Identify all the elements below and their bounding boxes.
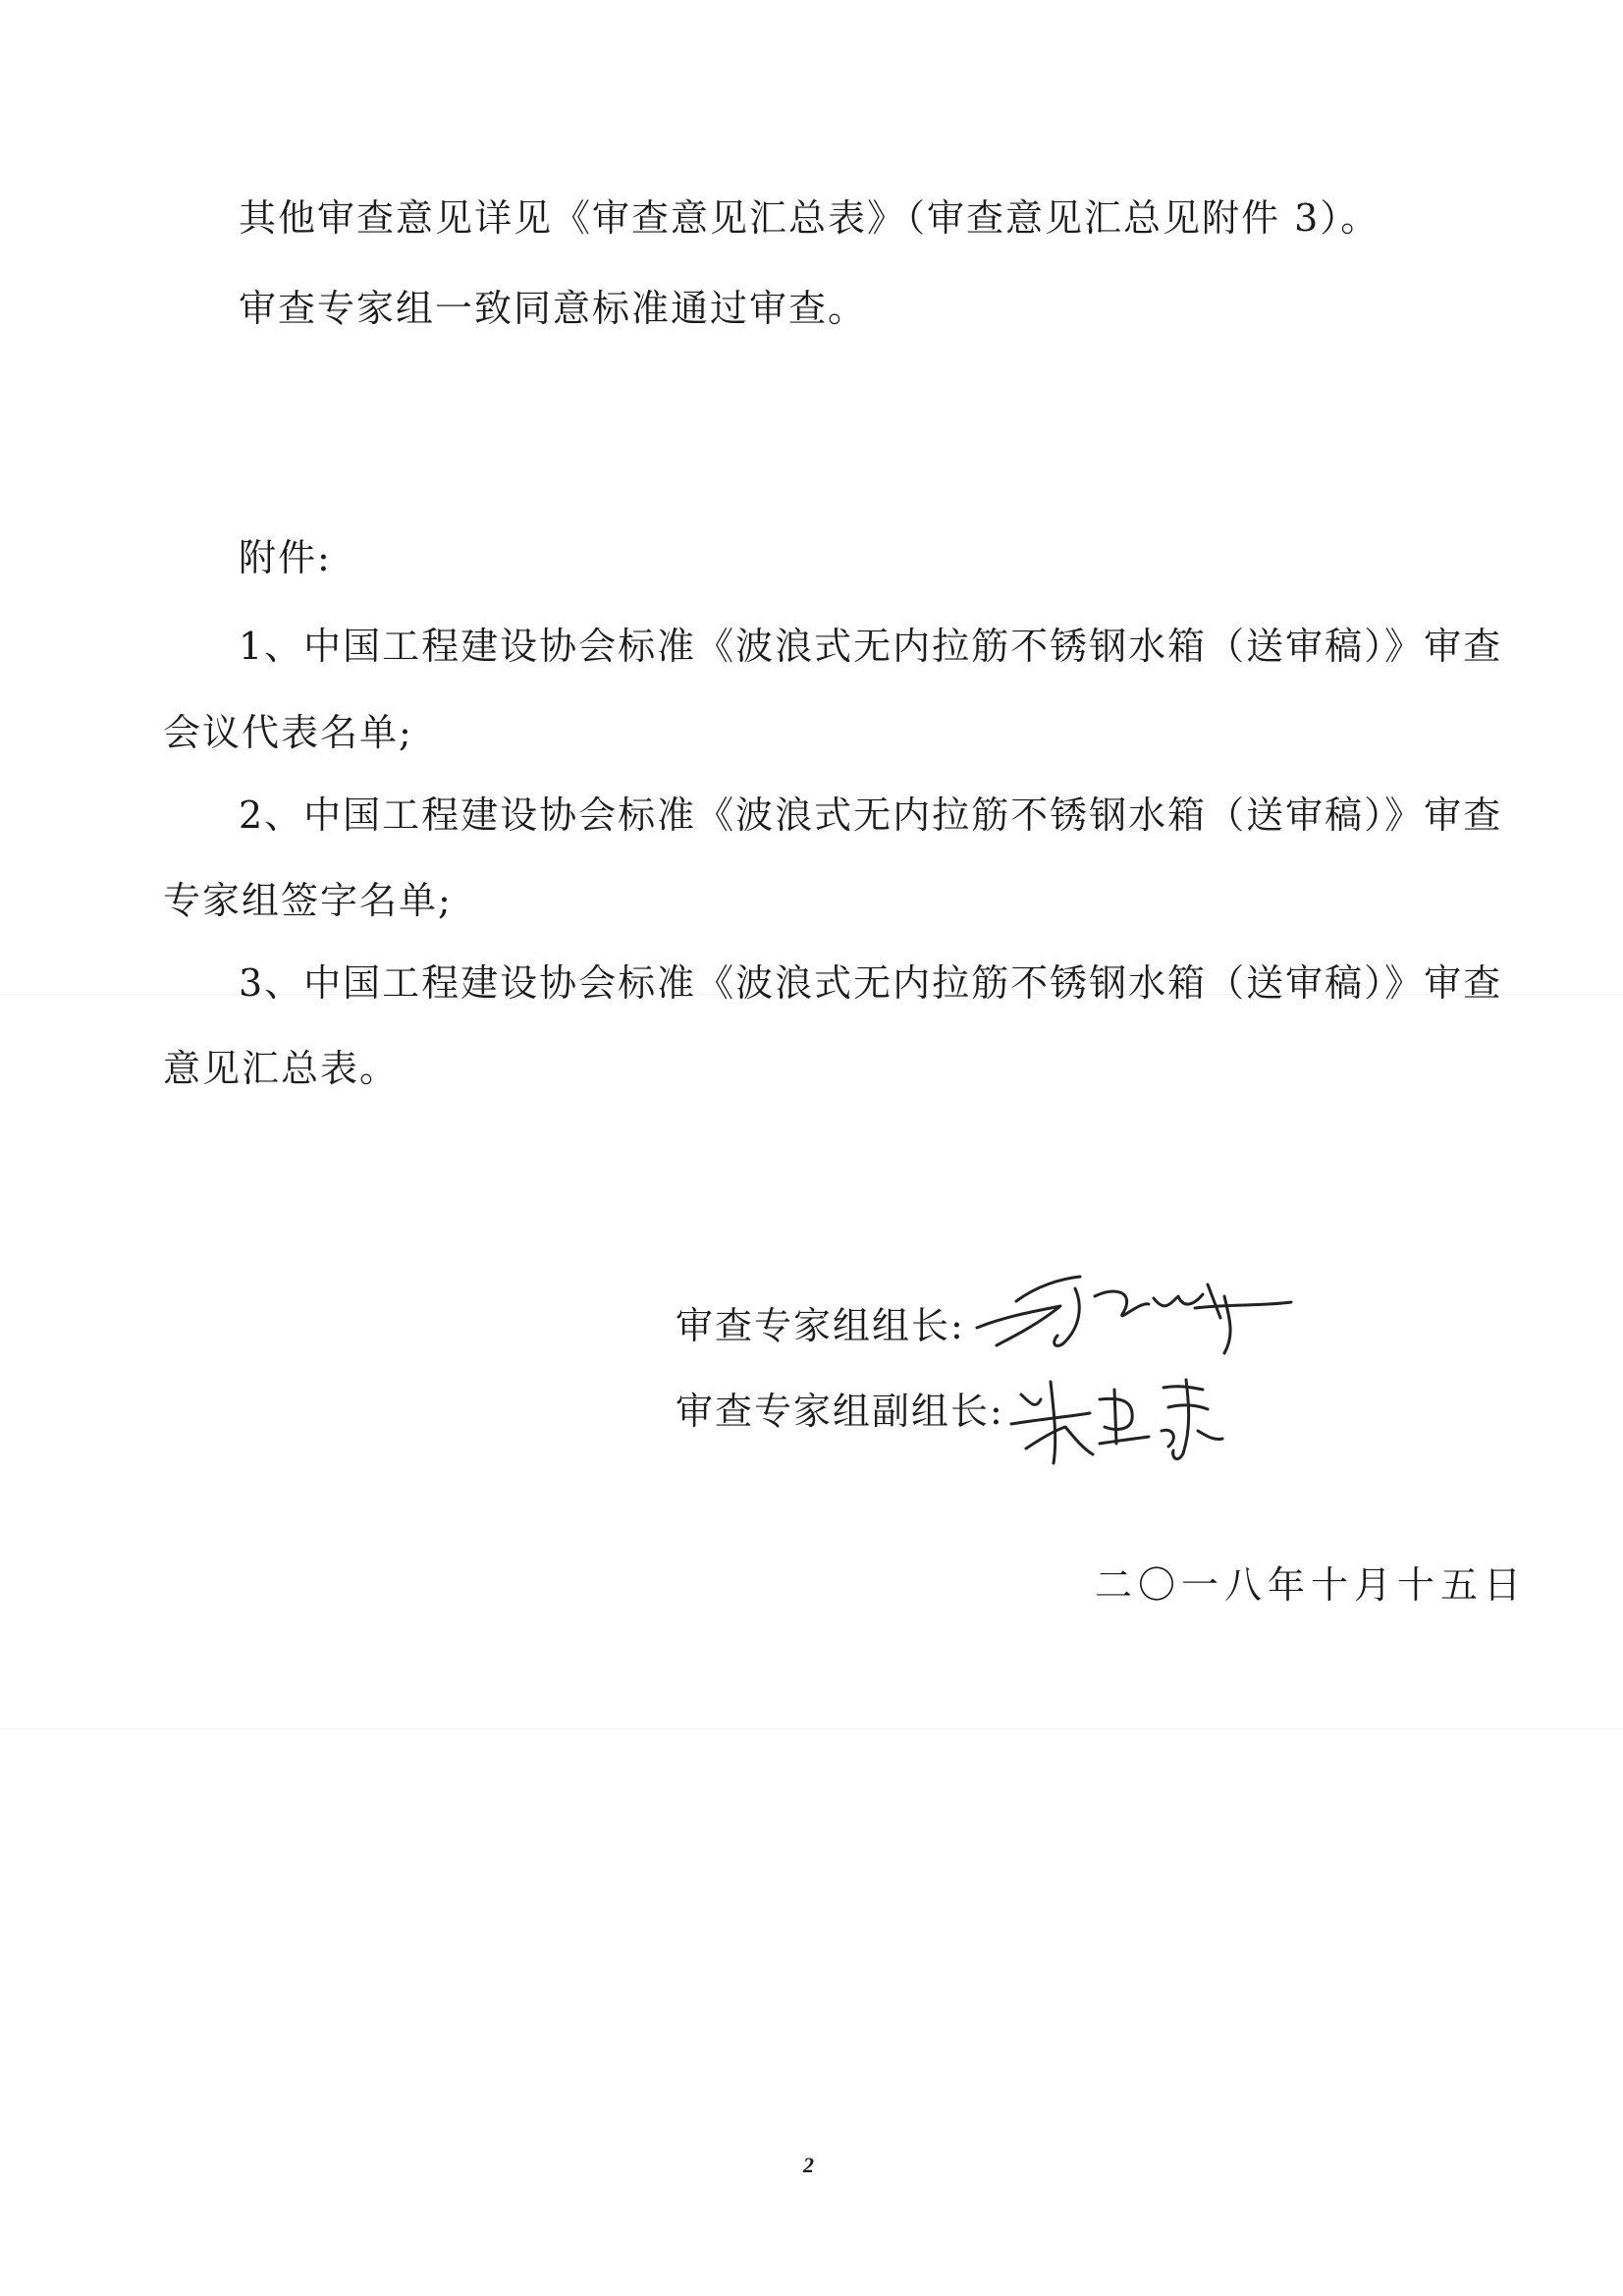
attachment-item-2-continued: 专家组签字名单;	[163, 879, 453, 922]
attachments-heading: 附件:	[239, 536, 332, 579]
attachment-item-1: 1、中国工程建设协会标准《波浪式无内拉筋不锈钢水箱（送审稿）》审查	[239, 625, 1503, 668]
document-date: 二〇一八年十月十五日	[1095, 1563, 1528, 1607]
paragraph-review-opinions: 其他审查意见详见《审查意见汇总表》（审查意见汇总见附件 3）。	[239, 196, 1380, 240]
deputy-signature	[1006, 1370, 1232, 1468]
attachment-item-3: 3、中国工程建设协会标准《波浪式无内拉筋不锈钢水箱（送审稿）》审查	[239, 961, 1503, 1005]
attachment-item-3-continued: 意见汇总表。	[163, 1047, 400, 1090]
attachment-item-2: 2、中国工程建设协会标准《波浪式无内拉筋不锈钢水箱（送审稿）》审查	[239, 793, 1503, 837]
leader-signature	[967, 1267, 1301, 1355]
paragraph-approval: 审查专家组一致同意标准通过审查。	[239, 287, 868, 330]
attachment-item-1-continued: 会议代表名单;	[163, 711, 413, 754]
deputy-signature-label: 审查专家组副组长:	[676, 1390, 1004, 1433]
leader-signature-label: 审查专家组组长:	[676, 1304, 965, 1347]
scan-artifact	[0, 1728, 1623, 1729]
page-number: 2	[803, 2153, 814, 2177]
